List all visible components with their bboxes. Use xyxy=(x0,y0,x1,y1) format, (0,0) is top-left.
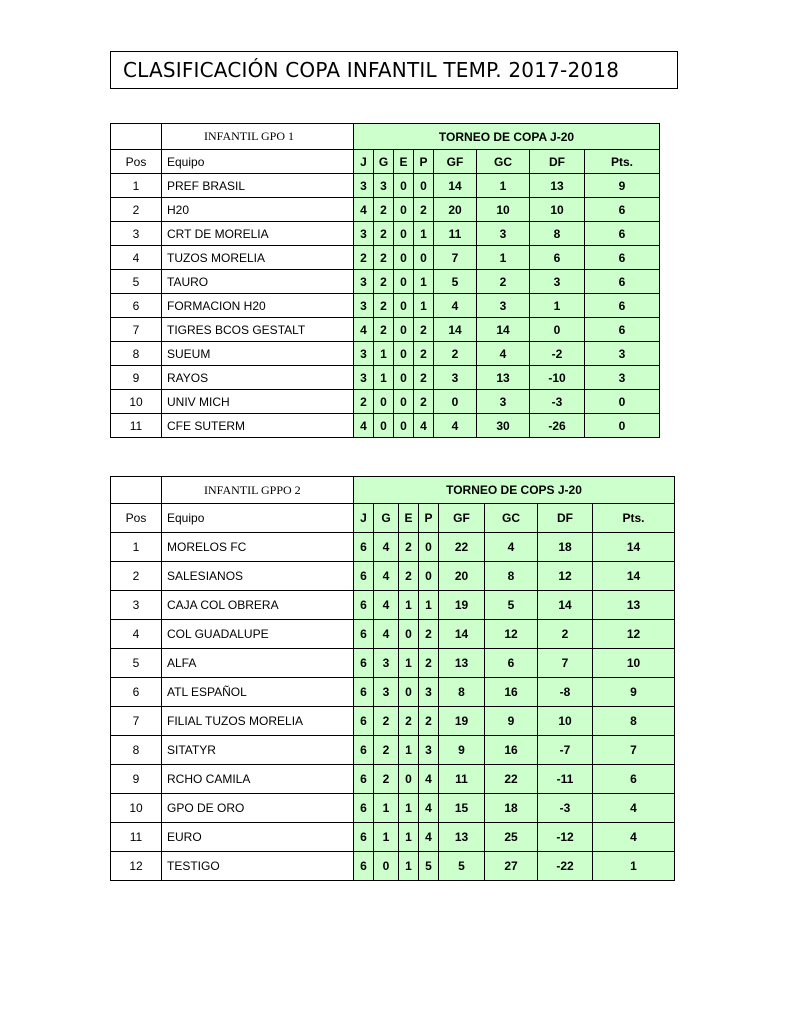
stat-cell: 6 xyxy=(585,294,660,318)
position-cell: 8 xyxy=(111,736,162,765)
stat-cell: 3 xyxy=(354,294,374,318)
team-name-cell: UNIV MICH xyxy=(162,390,354,414)
team-name-cell: SALESIANOS xyxy=(162,562,354,591)
position-cell: 2 xyxy=(111,198,162,222)
table-row xyxy=(111,222,660,246)
table-row xyxy=(111,174,660,198)
stat-cell: 2 xyxy=(374,765,399,794)
stat-cell: 7 xyxy=(538,649,593,678)
stat-cell: 4 xyxy=(374,533,399,562)
stat-cell: 2 xyxy=(374,707,399,736)
stat-cell: 4 xyxy=(374,620,399,649)
stat-cell: 6 xyxy=(354,794,374,823)
table-row xyxy=(111,707,675,736)
stat-cell: 2 xyxy=(414,366,434,390)
stat-cell: 6 xyxy=(354,678,374,707)
stat-cell: 2 xyxy=(354,246,374,270)
stat-cell: 3 xyxy=(477,222,530,246)
stat-cell: 0 xyxy=(434,390,477,414)
stat-cell: 3 xyxy=(585,366,660,390)
stat-cell: 2 xyxy=(374,246,394,270)
position-cell: 12 xyxy=(111,852,162,881)
position-cell: 2 xyxy=(111,562,162,591)
stat-cell: 25 xyxy=(485,823,538,852)
team-name-cell: RCHO CAMILA xyxy=(162,765,354,794)
position-cell: 5 xyxy=(111,649,162,678)
column-header: P xyxy=(414,150,434,174)
team-name-cell: RAYOS xyxy=(162,366,354,390)
stat-cell: 9 xyxy=(485,707,538,736)
stat-cell: 3 xyxy=(434,366,477,390)
stat-cell: 3 xyxy=(374,174,394,198)
stat-cell: 4 xyxy=(354,414,374,438)
stat-cell: 4 xyxy=(593,823,675,852)
stat-cell: 6 xyxy=(585,222,660,246)
position-cell: 6 xyxy=(111,678,162,707)
stat-cell: 6 xyxy=(354,620,374,649)
table-row xyxy=(111,678,675,707)
stat-cell: 5 xyxy=(419,852,439,881)
stat-cell: 2 xyxy=(374,198,394,222)
stat-cell: 6 xyxy=(530,246,585,270)
column-header-row xyxy=(111,150,660,174)
stat-cell: 6 xyxy=(354,649,374,678)
stat-cell: 4 xyxy=(354,198,374,222)
stat-cell: 8 xyxy=(593,707,675,736)
stat-cell: 8 xyxy=(485,562,538,591)
team-name-cell: FORMACION H20 xyxy=(162,294,354,318)
stat-cell: 3 xyxy=(374,649,399,678)
stat-cell: 6 xyxy=(354,823,374,852)
stat-cell: 2 xyxy=(374,294,394,318)
stat-cell: 10 xyxy=(477,198,530,222)
stat-cell: 4 xyxy=(419,823,439,852)
stat-cell: 0 xyxy=(394,246,414,270)
stat-cell: 11 xyxy=(434,222,477,246)
stat-cell: 10 xyxy=(530,198,585,222)
stat-cell: 14 xyxy=(538,591,593,620)
stat-cell: 6 xyxy=(485,649,538,678)
team-name-cell: CRT DE MORELIA xyxy=(162,222,354,246)
team-name-cell: MORELOS FC xyxy=(162,533,354,562)
stat-cell: 0 xyxy=(394,198,414,222)
stat-cell: -26 xyxy=(530,414,585,438)
stat-cell: 4 xyxy=(593,794,675,823)
stat-cell: 0 xyxy=(394,366,414,390)
stat-cell: 3 xyxy=(530,270,585,294)
stat-cell: 3 xyxy=(354,174,374,198)
stat-cell: 2 xyxy=(414,318,434,342)
stat-cell: 3 xyxy=(354,366,374,390)
position-cell: 11 xyxy=(111,823,162,852)
column-header: Pts. xyxy=(585,150,660,174)
column-header: DF xyxy=(530,150,585,174)
column-header: GC xyxy=(485,504,538,533)
stat-cell: 2 xyxy=(414,198,434,222)
stat-cell: 30 xyxy=(477,414,530,438)
stat-cell: 1 xyxy=(593,852,675,881)
tournament-name: TORNEO DE COPS J-20 xyxy=(354,477,675,504)
stat-cell: 2 xyxy=(374,270,394,294)
stat-cell: 16 xyxy=(485,736,538,765)
team-name-cell: ATL ESPAÑOL xyxy=(162,678,354,707)
position-cell: 10 xyxy=(111,390,162,414)
stat-cell: 14 xyxy=(593,533,675,562)
stat-cell: 0 xyxy=(414,246,434,270)
stat-cell: 0 xyxy=(414,174,434,198)
table-row xyxy=(111,390,660,414)
stat-cell: 2 xyxy=(354,390,374,414)
stat-cell: 0 xyxy=(394,174,414,198)
stat-cell: 6 xyxy=(354,852,374,881)
stat-cell: 2 xyxy=(419,707,439,736)
table-row xyxy=(111,852,675,881)
stat-cell: 14 xyxy=(439,620,485,649)
column-header: Pos xyxy=(111,150,162,174)
stat-cell: 8 xyxy=(439,678,485,707)
table-row xyxy=(111,318,660,342)
stat-cell: 5 xyxy=(485,591,538,620)
stat-cell: 1 xyxy=(414,294,434,318)
stat-cell: 0 xyxy=(399,620,419,649)
stat-cell: 2 xyxy=(419,620,439,649)
stat-cell: 4 xyxy=(419,765,439,794)
stat-cell: 1 xyxy=(414,270,434,294)
stat-cell: -11 xyxy=(538,765,593,794)
stat-cell: 0 xyxy=(394,222,414,246)
table-row xyxy=(111,591,675,620)
position-cell: 9 xyxy=(111,366,162,390)
stat-cell: 0 xyxy=(394,318,414,342)
position-cell: 5 xyxy=(111,270,162,294)
stat-cell: -2 xyxy=(530,342,585,366)
stat-cell: 1 xyxy=(399,852,419,881)
stat-cell: 6 xyxy=(354,591,374,620)
stat-cell: 1 xyxy=(399,736,419,765)
stat-cell: 1 xyxy=(374,366,394,390)
team-name-cell: TESTIGO xyxy=(162,852,354,881)
stat-cell: 13 xyxy=(530,174,585,198)
table-row xyxy=(111,533,675,562)
stat-cell: 0 xyxy=(419,562,439,591)
stat-cell: 3 xyxy=(354,222,374,246)
stat-cell: 13 xyxy=(593,591,675,620)
stat-cell: 0 xyxy=(394,342,414,366)
column-header: G xyxy=(374,504,399,533)
table-row xyxy=(111,794,675,823)
stat-cell: 18 xyxy=(485,794,538,823)
stat-cell: 1 xyxy=(399,794,419,823)
stat-cell: 0 xyxy=(399,678,419,707)
table-row xyxy=(111,366,660,390)
stat-cell: -12 xyxy=(538,823,593,852)
stat-cell: 1 xyxy=(374,342,394,366)
column-header: Pts. xyxy=(593,504,675,533)
table-row xyxy=(111,270,660,294)
team-name-cell: SITATYR xyxy=(162,736,354,765)
stat-cell: 6 xyxy=(585,270,660,294)
team-name-cell: COL GUADALUPE xyxy=(162,620,354,649)
stat-cell: 14 xyxy=(593,562,675,591)
team-name-cell: PREF BRASIL xyxy=(162,174,354,198)
stat-cell: 2 xyxy=(399,562,419,591)
table-row xyxy=(111,736,675,765)
stat-cell: 0 xyxy=(394,294,414,318)
stat-cell: 0 xyxy=(374,852,399,881)
position-cell: 9 xyxy=(111,765,162,794)
stat-cell: 3 xyxy=(477,294,530,318)
stat-cell: 11 xyxy=(439,765,485,794)
stat-cell: 4 xyxy=(354,318,374,342)
stat-cell: 2 xyxy=(399,707,419,736)
stat-cell: 2 xyxy=(374,318,394,342)
stat-cell: 3 xyxy=(585,342,660,366)
stat-cell: 2 xyxy=(538,620,593,649)
stat-cell: 3 xyxy=(419,678,439,707)
column-header: Equipo xyxy=(162,504,354,533)
table-row xyxy=(111,562,675,591)
stat-cell: 2 xyxy=(419,649,439,678)
stat-cell: 4 xyxy=(419,794,439,823)
stat-cell: 19 xyxy=(439,707,485,736)
stat-cell: 9 xyxy=(439,736,485,765)
position-cell: 10 xyxy=(111,794,162,823)
column-header: GF xyxy=(434,150,477,174)
column-header: Equipo xyxy=(162,150,354,174)
stat-cell: 7 xyxy=(434,246,477,270)
position-cell: 4 xyxy=(111,620,162,649)
column-header: G xyxy=(374,150,394,174)
team-name-cell: TUZOS MORELIA xyxy=(162,246,354,270)
stat-cell: 20 xyxy=(434,198,477,222)
header-blank-cell xyxy=(111,124,162,150)
stat-cell: 7 xyxy=(593,736,675,765)
standings-table-group-1 xyxy=(110,123,660,438)
stat-cell: 2 xyxy=(414,342,434,366)
stat-cell: 13 xyxy=(439,823,485,852)
stat-cell: 6 xyxy=(585,318,660,342)
stat-cell: 2 xyxy=(374,222,394,246)
stat-cell: 3 xyxy=(419,736,439,765)
stat-cell: 14 xyxy=(434,174,477,198)
stat-cell: 6 xyxy=(354,562,374,591)
stat-cell: 4 xyxy=(477,342,530,366)
team-name-cell: TIGRES BCOS GESTALT xyxy=(162,318,354,342)
stat-cell: 0 xyxy=(585,390,660,414)
column-header: GF xyxy=(439,504,485,533)
position-cell: 7 xyxy=(111,707,162,736)
stat-cell: 6 xyxy=(354,765,374,794)
stat-cell: 2 xyxy=(374,736,399,765)
stat-cell: 3 xyxy=(354,342,374,366)
stat-cell: 1 xyxy=(399,823,419,852)
group-name: INFANTIL GPO 1 xyxy=(162,124,354,150)
stat-cell: 6 xyxy=(585,198,660,222)
column-header: GC xyxy=(477,150,530,174)
stat-cell: 1 xyxy=(374,823,399,852)
stat-cell: 0 xyxy=(394,390,414,414)
stat-cell: 1 xyxy=(399,649,419,678)
stat-cell: 6 xyxy=(354,736,374,765)
column-header: P xyxy=(419,504,439,533)
stat-cell: 14 xyxy=(434,318,477,342)
table-row xyxy=(111,649,675,678)
stat-cell: 0 xyxy=(530,318,585,342)
stat-cell: 22 xyxy=(439,533,485,562)
stat-cell: 6 xyxy=(354,707,374,736)
stat-cell: 20 xyxy=(439,562,485,591)
stat-cell: 0 xyxy=(585,414,660,438)
stat-cell: 4 xyxy=(374,591,399,620)
table-row xyxy=(111,198,660,222)
stat-cell: 1 xyxy=(530,294,585,318)
stat-cell: 14 xyxy=(477,318,530,342)
stat-cell: -3 xyxy=(538,794,593,823)
stat-cell: 5 xyxy=(434,270,477,294)
stat-cell: 8 xyxy=(530,222,585,246)
position-cell: 3 xyxy=(111,591,162,620)
column-header: E xyxy=(399,504,419,533)
column-header: DF xyxy=(538,504,593,533)
position-cell: 11 xyxy=(111,414,162,438)
stat-cell: 0 xyxy=(419,533,439,562)
stat-cell: 1 xyxy=(414,222,434,246)
team-name-cell: ALFA xyxy=(162,649,354,678)
stat-cell: 0 xyxy=(374,390,394,414)
stat-cell: 3 xyxy=(354,270,374,294)
stat-cell: 6 xyxy=(585,246,660,270)
stat-cell: 1 xyxy=(399,591,419,620)
stat-cell: 0 xyxy=(394,414,414,438)
stat-cell: 4 xyxy=(434,294,477,318)
stat-cell: 12 xyxy=(485,620,538,649)
team-name-cell: CAJA COL OBRERA xyxy=(162,591,354,620)
stat-cell: 18 xyxy=(538,533,593,562)
stat-cell: 3 xyxy=(477,390,530,414)
table-row xyxy=(111,620,675,649)
stat-cell: 10 xyxy=(593,649,675,678)
position-cell: 7 xyxy=(111,318,162,342)
team-name-cell: SUEUM xyxy=(162,342,354,366)
page-title-box xyxy=(110,51,678,89)
stat-cell: 0 xyxy=(374,414,394,438)
table-row xyxy=(111,414,660,438)
column-header: J xyxy=(354,150,374,174)
standings-table-group-2 xyxy=(110,476,675,881)
column-header: Pos xyxy=(111,504,162,533)
position-cell: 3 xyxy=(111,222,162,246)
stat-cell: 10 xyxy=(538,707,593,736)
stat-cell: -3 xyxy=(530,390,585,414)
position-cell: 1 xyxy=(111,533,162,562)
position-cell: 1 xyxy=(111,174,162,198)
team-name-cell: H20 xyxy=(162,198,354,222)
page-title: CLASIFICACIÓN COPA INFANTIL TEMP. 2017-2018 xyxy=(123,58,620,82)
stat-cell: 6 xyxy=(354,533,374,562)
stat-cell: 22 xyxy=(485,765,538,794)
table-row xyxy=(111,342,660,366)
stat-cell: 12 xyxy=(593,620,675,649)
stat-cell: 0 xyxy=(394,270,414,294)
stat-cell: 19 xyxy=(439,591,485,620)
stat-cell: -10 xyxy=(530,366,585,390)
stat-cell: -22 xyxy=(538,852,593,881)
stat-cell: 13 xyxy=(477,366,530,390)
stat-cell: 1 xyxy=(477,246,530,270)
stat-cell: 15 xyxy=(439,794,485,823)
stat-cell: 2 xyxy=(477,270,530,294)
column-header-row xyxy=(111,504,675,533)
stat-cell: 3 xyxy=(374,678,399,707)
stat-cell: 4 xyxy=(434,414,477,438)
table-row xyxy=(111,765,675,794)
team-name-cell: CFE SUTERM xyxy=(162,414,354,438)
table-row xyxy=(111,246,660,270)
stat-cell: 2 xyxy=(399,533,419,562)
stat-cell: 4 xyxy=(374,562,399,591)
stat-cell: 1 xyxy=(374,794,399,823)
stat-cell: 9 xyxy=(585,174,660,198)
stat-cell: 5 xyxy=(439,852,485,881)
team-name-cell: GPO DE ORO xyxy=(162,794,354,823)
table-row xyxy=(111,823,675,852)
header-blank-cell xyxy=(111,477,162,504)
stat-cell: 1 xyxy=(477,174,530,198)
stat-cell: -7 xyxy=(538,736,593,765)
team-name-cell: FILIAL TUZOS MORELIA xyxy=(162,707,354,736)
position-cell: 6 xyxy=(111,294,162,318)
column-header: J xyxy=(354,504,374,533)
stat-cell: 4 xyxy=(485,533,538,562)
stat-cell: 12 xyxy=(538,562,593,591)
column-header: E xyxy=(394,150,414,174)
stat-cell: 0 xyxy=(399,765,419,794)
position-cell: 8 xyxy=(111,342,162,366)
table-row xyxy=(111,294,660,318)
team-name-cell: TAURO xyxy=(162,270,354,294)
stat-cell: -8 xyxy=(538,678,593,707)
tournament-name: TORNEO DE COPA J-20 xyxy=(354,124,660,150)
stat-cell: 16 xyxy=(485,678,538,707)
stat-cell: 9 xyxy=(593,678,675,707)
position-cell: 4 xyxy=(111,246,162,270)
group-name: INFANTIL GPPO 2 xyxy=(162,477,354,504)
stat-cell: 4 xyxy=(414,414,434,438)
stat-cell: 27 xyxy=(485,852,538,881)
team-name-cell: EURO xyxy=(162,823,354,852)
stat-cell: 2 xyxy=(434,342,477,366)
stat-cell: 13 xyxy=(439,649,485,678)
stat-cell: 2 xyxy=(414,390,434,414)
stat-cell: 6 xyxy=(593,765,675,794)
stat-cell: 1 xyxy=(419,591,439,620)
